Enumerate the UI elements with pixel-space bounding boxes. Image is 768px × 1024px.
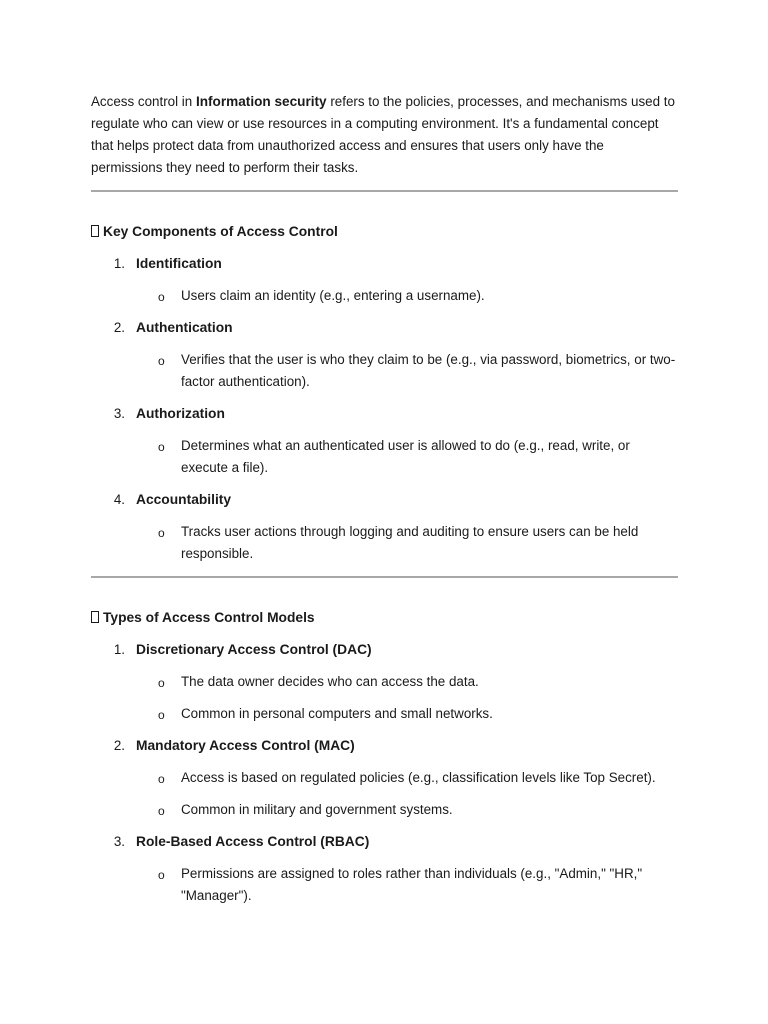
bullet-text: Users claim an identity (e.g., entering a username). [181, 288, 485, 303]
list-item-title-text: Mandatory Access Control (MAC) [136, 738, 355, 753]
bullet-icon: o [158, 772, 165, 786]
bullet-text: Tracks user actions through logging and auditing to ensure users can be held responsible. [181, 524, 639, 561]
intro-paragraph [91, 91, 679, 179]
list-item-number: 3. [113, 834, 125, 849]
list-item-title-text: Identification [136, 256, 222, 271]
section-heading-text: Types of Access Control Models [103, 610, 315, 625]
bullet-icon: o [158, 676, 165, 690]
bullet-icon: o [158, 526, 165, 540]
list-item-number: 2. [113, 320, 125, 335]
bullet-icon: o [158, 708, 165, 722]
bullet-icon: o [158, 804, 165, 818]
bullet-text: Access is based on regulated policies (e.g., classification levels like Top Secret). [181, 770, 656, 785]
bullet-icon: o [158, 290, 165, 304]
section-heading-access-models [91, 608, 315, 628]
bullet-text: The data owner decides who can access the data. [181, 674, 479, 689]
bullet-text: Determines what an authenticated user is allowed to do (e.g., read, write, or execute a file). [181, 438, 630, 475]
list-item-title-text: Accountability [136, 492, 232, 507]
missing-glyph-icon [91, 611, 99, 623]
bullet-icon: o [158, 440, 165, 454]
list-item-number: 2. [113, 738, 125, 753]
bullet-text: Verifies that the user is who they claim to be (e.g., via password, biometrics, or two-factor authentication). [181, 352, 676, 389]
bullet-icon: o [158, 868, 165, 882]
list-item-number: 4. [113, 492, 125, 507]
bullet-text: Common in military and government systems. [181, 802, 453, 817]
section-heading-text: Key Components of Access Control [103, 224, 338, 239]
bullet-text: Common in personal computers and small networks. [181, 706, 493, 721]
list-item-number: 1. [113, 256, 125, 271]
intro-term: Information security [195, 94, 327, 109]
intro-rest: refers to the policies, processes, and mechanisms used to regulate who can view or use resources in a computing environment. It's a fundamental concept that helps protect data from unauthorized access and ensures that users only have the permissions they need to perform their tasks. [91, 94, 675, 175]
missing-glyph-icon [91, 225, 99, 237]
list-item-number: 1. [113, 642, 125, 657]
intro-prefix: Access control in [91, 94, 196, 109]
list-item-number: 3. [113, 406, 125, 421]
list-item-title-text: Authorization [136, 406, 225, 421]
horizontal-rule [91, 576, 678, 578]
bullet-icon: o [158, 354, 165, 368]
bullet-text: Permissions are assigned to roles rather than individuals (e.g., "Admin," "HR," "Manager"). [181, 866, 643, 903]
list-item-title-text: Role-Based Access Control (RBAC) [136, 834, 370, 849]
list-item-title-text: Authentication [136, 320, 233, 335]
section-heading-key-components [91, 222, 338, 242]
horizontal-rule [91, 190, 678, 192]
list-item-title-text: Discretionary Access Control (DAC) [136, 642, 372, 657]
